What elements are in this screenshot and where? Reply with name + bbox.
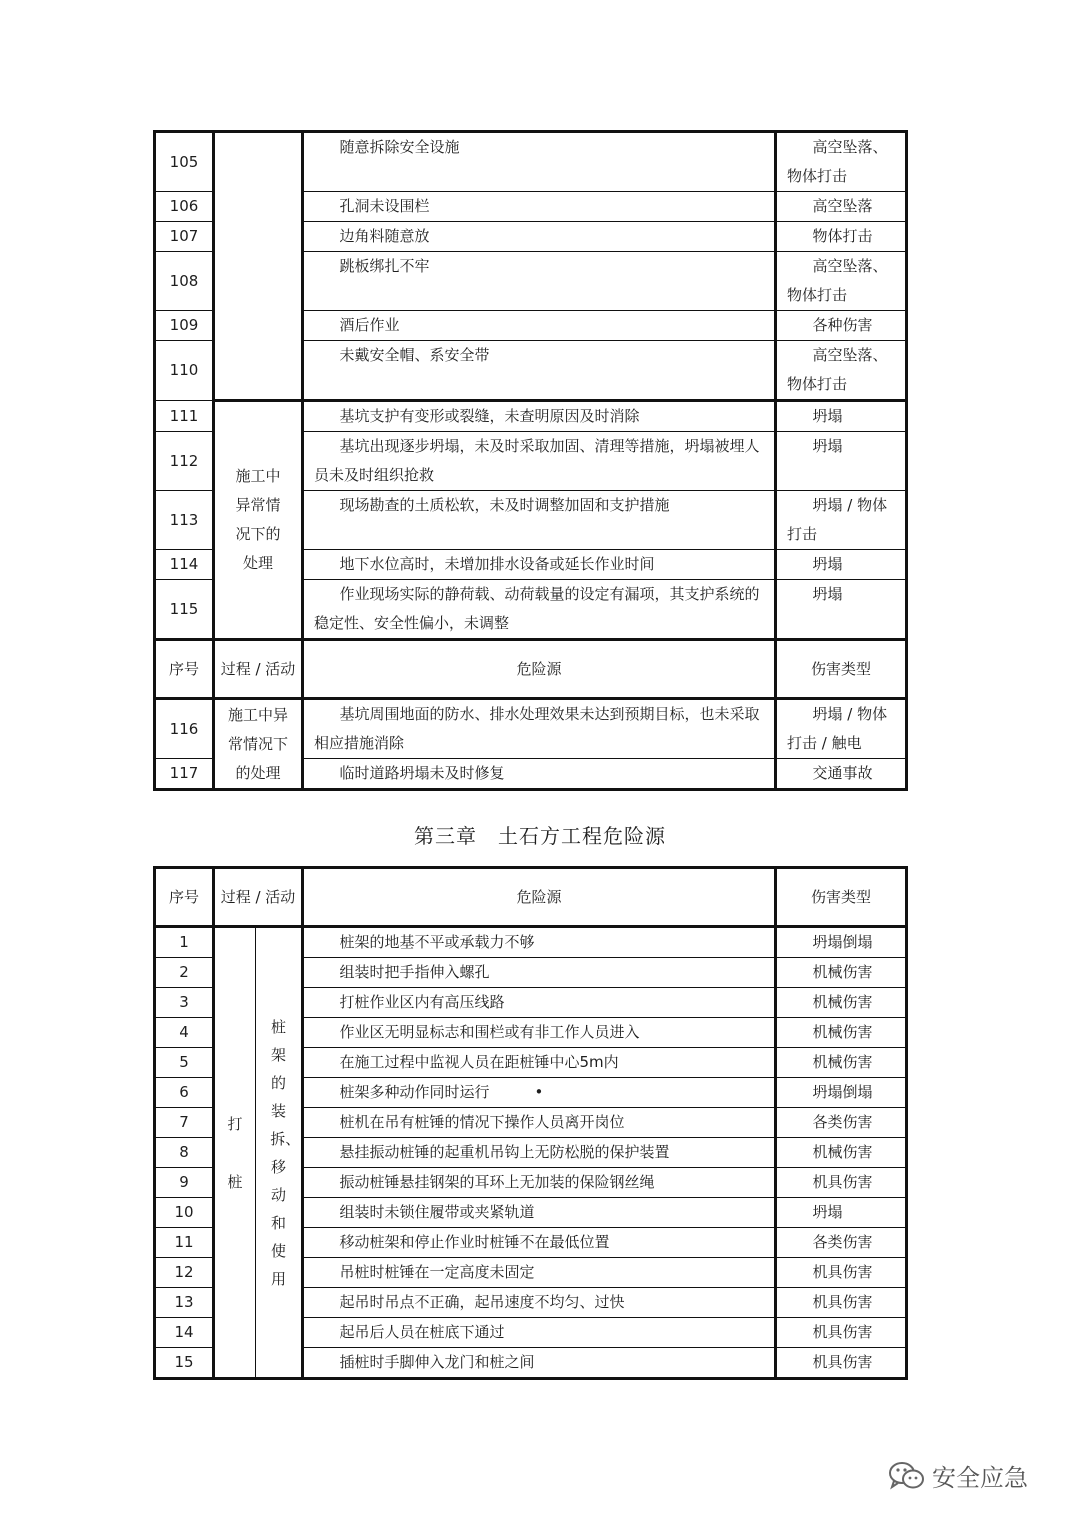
hazard-cell: 桩架多种动作同时运行 •: [303, 1078, 776, 1108]
hazard-cell: 移动桩架和停止作业时桩锤不在最低位置: [303, 1228, 776, 1258]
table-row: [155, 401, 907, 432]
row-number: 109: [155, 311, 214, 341]
injury-type-cell: 高空坠落、物体打击: [776, 341, 907, 401]
hazard-cell: 现场勘查的土质松软，未及时调整加固和支护措施: [303, 491, 776, 550]
row-number: 116: [155, 699, 214, 759]
wechat-icon: [888, 1460, 926, 1492]
hazard-cell: 孔洞未设围栏: [303, 192, 776, 222]
injury-type-cell: 机具伤害: [776, 1258, 907, 1288]
hazard-table-continued: [153, 130, 908, 791]
injury-type-cell: 坍塌: [776, 432, 907, 491]
injury-type-cell: 机具伤害: [776, 1348, 907, 1379]
hazard-cell: 地下水位高时，未增加排水设备或延长作业时间: [303, 550, 776, 580]
injury-type-cell: 坍塌: [776, 580, 907, 640]
injury-type-cell: 高空坠落、物体打击: [776, 132, 907, 192]
injury-type-cell: 坍塌倒塌: [776, 1078, 907, 1108]
row-number: 8: [155, 1138, 214, 1168]
row-number: 10: [155, 1198, 214, 1228]
row-number: 2: [155, 958, 214, 988]
process-cell: [214, 699, 303, 790]
row-number: 5: [155, 1048, 214, 1078]
table-row: [155, 132, 907, 192]
table-row: [155, 927, 907, 958]
injury-type-cell: 坍塌 / 物体打击: [776, 491, 907, 550]
row-number: 108: [155, 252, 214, 311]
process-sub-label: 桩架的装拆、移动和使用: [270, 1017, 301, 1288]
hazard-cell: 作业现场实际的静荷载、动荷载量的设定有漏项，其支护系统的稳定性、安全性偏小，未调整: [303, 580, 776, 640]
hazard-cell: 插桩时手脚伸入龙门和桩之间: [303, 1348, 776, 1379]
hazard-cell: 吊桩时桩锤在一定高度未固定: [303, 1258, 776, 1288]
earthwork-hazard-table: [153, 866, 908, 1380]
injury-type-cell: 各类伤害: [776, 1108, 907, 1138]
row-number: 6: [155, 1078, 214, 1108]
row-number: 13: [155, 1288, 214, 1318]
hazard-cell: 跳板绑扎不牢: [303, 252, 776, 311]
process-label: 施工中异常情况下的处理: [235, 467, 281, 572]
injury-type-cell: 坍塌 / 物体打击 / 触电: [776, 699, 907, 759]
row-number: 12: [155, 1258, 214, 1288]
injury-type-cell: 坍塌: [776, 1198, 907, 1228]
row-number: 107: [155, 222, 214, 252]
hazard-cell: 随意拆除安全设施: [303, 132, 776, 192]
hazard-cell: 组装时把手指伸入螺孔: [303, 958, 776, 988]
header-process: 过程 / 活动: [214, 868, 303, 927]
hazard-cell: 桩机在吊有桩锤的情况下操作人员离开岗位: [303, 1108, 776, 1138]
hazard-cell: 组装时未锁住履带或夹紧轨道: [303, 1198, 776, 1228]
table-header-row: [155, 640, 907, 699]
hazard-cell: 作业区无明显标志和围栏或有非工作人员进入: [303, 1018, 776, 1048]
row-number: 106: [155, 192, 214, 222]
hazard-cell: 桩架的地基不平或承载力不够: [303, 927, 776, 958]
hazard-cell: 振动桩锤悬挂钢架的耳环上无加装的保险钢丝绳: [303, 1168, 776, 1198]
row-number: 7: [155, 1108, 214, 1138]
table-header-row: [155, 868, 907, 927]
hazard-cell: 未戴安全帽、系安全带: [303, 341, 776, 401]
hazard-cell: 基坑出现逐步坍塌，未及时采取加固、清理等措施，坍塌被埋人员未及时组织抢救: [303, 432, 776, 491]
hazard-cell: 基坑周围地面的防水、排水处理效果未达到预期目标，也未采取相应措施消除: [303, 699, 776, 759]
injury-type-cell: 机具伤害: [776, 1168, 907, 1198]
process-main-cell: [214, 927, 256, 1379]
injury-type-cell: 各类伤害: [776, 1228, 907, 1258]
row-number: 4: [155, 1018, 214, 1048]
injury-type-cell: 物体打击: [776, 222, 907, 252]
hazard-cell: 打桩作业区内有高压线路: [303, 988, 776, 1018]
process-cell-empty: [214, 132, 303, 401]
injury-type-cell: 机械伤害: [776, 958, 907, 988]
row-number: 113: [155, 491, 214, 550]
injury-type-cell: 机具伤害: [776, 1288, 907, 1318]
row-number: 14: [155, 1318, 214, 1348]
injury-type-cell: 高空坠落: [776, 192, 907, 222]
row-number: 1: [155, 927, 214, 958]
injury-type-cell: 交通事故: [776, 759, 907, 790]
hazard-cell: 在施工过程中监视人员在距桩锤中心5m内: [303, 1048, 776, 1078]
injury-type-cell: 机械伤害: [776, 1138, 907, 1168]
header-injury-type: 伤害类型: [776, 640, 907, 699]
injury-type-cell: 坍塌: [776, 401, 907, 432]
injury-type-cell: 坍塌: [776, 550, 907, 580]
watermark: [888, 1458, 1028, 1493]
chapter-title: 第三章 土石方工程危险源: [414, 824, 666, 848]
row-number: 114: [155, 550, 214, 580]
row-number: 15: [155, 1348, 214, 1379]
row-number: 11: [155, 1228, 214, 1258]
header-hazard: 危险源: [303, 868, 776, 927]
hazard-cell: 悬挂振动桩锤的起重机吊钩上无防松脱的保护装置: [303, 1138, 776, 1168]
hazard-cell: 基坑支护有变形或裂缝，未查明原因及时消除: [303, 401, 776, 432]
row-number: 9: [155, 1168, 214, 1198]
process-cell: [214, 401, 303, 640]
row-number: 111: [155, 401, 214, 432]
header-no: 序号: [155, 868, 214, 927]
hazard-cell: 起吊时吊点不正确，起吊速度不均匀、过快: [303, 1288, 776, 1318]
row-number: 105: [155, 132, 214, 192]
header-process: 过程 / 活动: [214, 640, 303, 699]
row-number: 112: [155, 432, 214, 491]
hazard-cell: 酒后作业: [303, 311, 776, 341]
injury-type-cell: 坍塌倒塌: [776, 927, 907, 958]
row-number: 110: [155, 341, 214, 401]
row-number: 115: [155, 580, 214, 640]
injury-type-cell: 机具伤害: [776, 1318, 907, 1348]
process-label: 施工中异常情况下的处理: [227, 705, 288, 782]
row-number: 3: [155, 988, 214, 1018]
process-main-label: 打桩: [227, 1114, 243, 1191]
hazard-cell: 边角料随意放: [303, 222, 776, 252]
header-no: 序号: [155, 640, 214, 699]
header-hazard: 危险源: [303, 640, 776, 699]
hazard-cell: 起吊后人员在桩底下通过: [303, 1318, 776, 1348]
table-row: [155, 699, 907, 759]
injury-type-cell: 机械伤害: [776, 1018, 907, 1048]
injury-type-cell: 机械伤害: [776, 1048, 907, 1078]
hazard-cell: 临时道路坍塌未及时修复: [303, 759, 776, 790]
row-number: 117: [155, 759, 214, 790]
injury-type-cell: 各种伤害: [776, 311, 907, 341]
header-injury-type: 伤害类型: [776, 868, 907, 927]
process-sub-cell: [256, 927, 303, 1379]
watermark-text: 安全应急: [932, 1464, 1028, 1492]
injury-type-cell: 机械伤害: [776, 988, 907, 1018]
injury-type-cell: 高空坠落、物体打击: [776, 252, 907, 311]
